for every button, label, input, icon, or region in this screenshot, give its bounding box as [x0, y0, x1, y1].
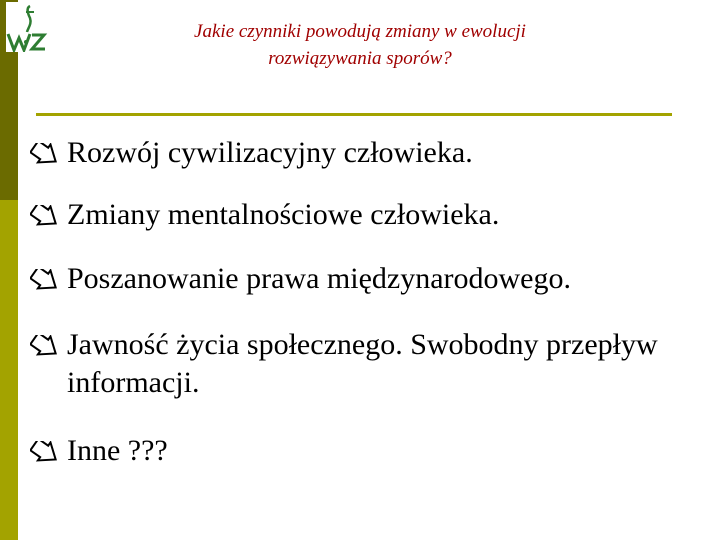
bullet-text: Inne ???	[67, 434, 168, 467]
bullet-item	[30, 134, 473, 172]
slide-title	[100, 18, 620, 72]
bullet-text: Rozwój cywilizacyjny człowieka.	[67, 136, 473, 169]
outlined-right-arrow-icon	[30, 335, 60, 357]
slide-title-line-1: Jakie czynniki powodują zmiany w ewolucji	[194, 21, 526, 42]
bullet-item	[30, 260, 571, 298]
bullet-item	[30, 432, 168, 470]
bullet-text: Poszanowanie prawa międzynarodowego.	[67, 262, 571, 295]
title-divider	[36, 113, 672, 116]
bullet-item	[30, 326, 667, 402]
outlined-right-arrow-icon	[30, 205, 60, 227]
slide-title-line-2: rozwiązywania sporów?	[268, 48, 452, 69]
bullet-item	[30, 196, 499, 234]
bullet-text: Jawność życia społecznego. Swobodny przepływ informacji.	[67, 328, 658, 399]
outlined-right-arrow-icon	[30, 143, 60, 165]
bullet-text: Zmiany mentalnościowe człowieka.	[67, 198, 500, 231]
school-logo	[6, 2, 50, 52]
sidebar-bar-light	[0, 200, 18, 540]
outlined-right-arrow-icon	[30, 269, 60, 291]
outlined-right-arrow-icon	[30, 441, 60, 463]
